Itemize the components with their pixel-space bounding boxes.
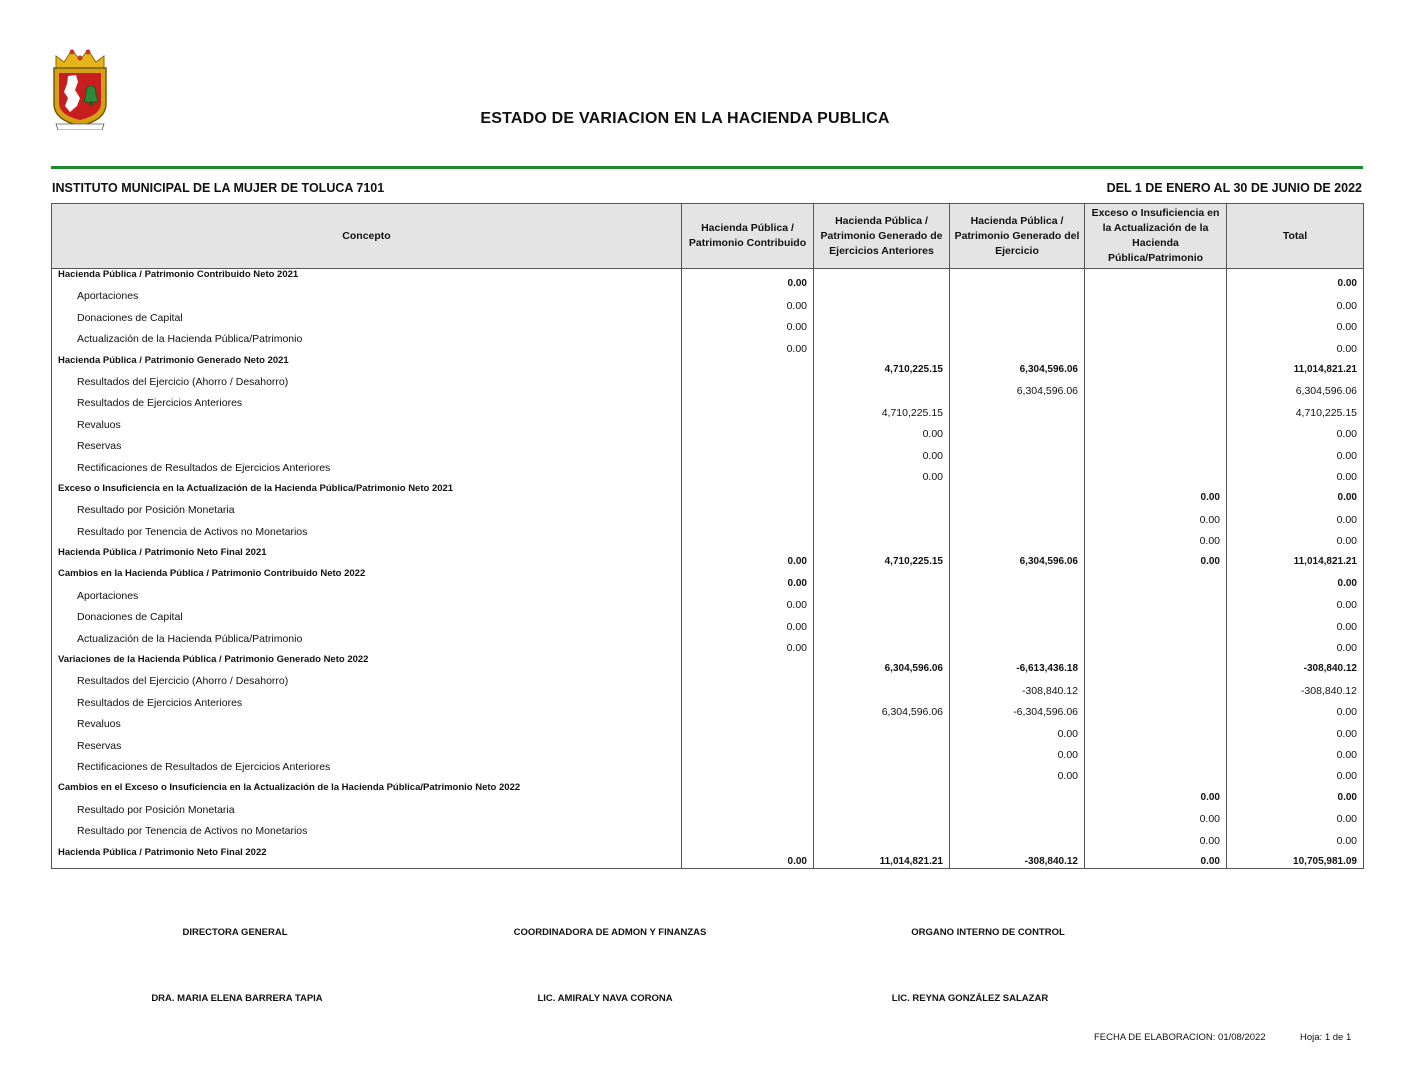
cell-ejercicios-anteriores bbox=[814, 718, 950, 739]
cell-ejercicios-anteriores bbox=[814, 675, 950, 696]
signature-name-1: DRA. MARIA ELENA BARRERA TAPIA bbox=[151, 993, 323, 1004]
cell-del-ejercicio bbox=[950, 782, 1085, 803]
cell-total: 0.00 bbox=[1227, 590, 1364, 611]
table-row bbox=[52, 290, 1364, 311]
row-concept: Resultado por Tenencia de Activos no Monetarios bbox=[52, 526, 682, 547]
cell-exceso-insuficiencia bbox=[1085, 718, 1227, 739]
cell-del-ejercicio bbox=[950, 440, 1085, 461]
page-count: Hoja: 1 de 1 bbox=[1300, 1032, 1352, 1043]
cell-exceso-insuficiencia bbox=[1085, 355, 1227, 376]
row-concept: Resultado por Posición Monetaria bbox=[52, 804, 682, 825]
row-concept: Actualización de la Hacienda Pública/Patrimonio bbox=[52, 333, 682, 354]
cell-del-ejercicio bbox=[950, 504, 1085, 525]
table-row bbox=[52, 462, 1364, 483]
table-row bbox=[52, 355, 1364, 376]
cell-exceso-insuficiencia bbox=[1085, 312, 1227, 333]
cell-del-ejercicio: -6,304,596.06 bbox=[950, 697, 1085, 718]
cell-total: 10,705,981.09 bbox=[1227, 847, 1364, 869]
row-concept: Exceso o Insuficiencia en la Actualización de la Hacienda Pública/Patrimonio Neto 2021 bbox=[52, 483, 682, 504]
table-row bbox=[52, 804, 1364, 825]
cell-total: 0.00 bbox=[1227, 269, 1364, 291]
row-concept: Actualización de la Hacienda Pública/Patrimonio bbox=[52, 633, 682, 654]
cell-exceso-insuficiencia bbox=[1085, 440, 1227, 461]
cell-contribuido bbox=[682, 675, 814, 696]
cell-ejercicios-anteriores: 6,304,596.06 bbox=[814, 697, 950, 718]
cell-contribuido bbox=[682, 526, 814, 547]
column-header-ejercicios-anteriores: Hacienda Pública / Patrimonio Generado de Ejercicios Anteriores bbox=[814, 204, 950, 269]
cell-contribuido bbox=[682, 825, 814, 846]
signature-role-3: ORGANO INTERNO DE CONTROL bbox=[911, 927, 1065, 938]
cell-total: 4,710,225.15 bbox=[1227, 397, 1364, 418]
cell-exceso-insuficiencia: 0.00 bbox=[1085, 847, 1227, 869]
cell-ejercicios-anteriores bbox=[814, 761, 950, 782]
cell-exceso-insuficiencia bbox=[1085, 462, 1227, 483]
cell-ejercicios-anteriores: 4,710,225.15 bbox=[814, 547, 950, 568]
row-concept: Resultados del Ejercicio (Ahorro / Desahorro) bbox=[52, 675, 682, 696]
cell-ejercicios-anteriores bbox=[814, 633, 950, 654]
cell-total: 0.00 bbox=[1227, 483, 1364, 504]
cell-contribuido bbox=[682, 804, 814, 825]
cell-del-ejercicio: 0.00 bbox=[950, 718, 1085, 739]
cell-ejercicios-anteriores: 0.00 bbox=[814, 440, 950, 461]
cell-contribuido bbox=[682, 504, 814, 525]
row-concept: Resultados del Ejercicio (Ahorro / Desahorro) bbox=[52, 376, 682, 397]
cell-total: 0.00 bbox=[1227, 718, 1364, 739]
cell-total: -308,840.12 bbox=[1227, 654, 1364, 675]
table-row bbox=[52, 825, 1364, 846]
cell-del-ejercicio bbox=[950, 804, 1085, 825]
table-row bbox=[52, 333, 1364, 354]
table-row bbox=[52, 718, 1364, 739]
table-row bbox=[52, 847, 1364, 869]
cell-exceso-insuficiencia bbox=[1085, 590, 1227, 611]
cell-exceso-insuficiencia bbox=[1085, 675, 1227, 696]
row-concept: Hacienda Pública / Patrimonio Contribuido Neto 2021 bbox=[52, 269, 682, 291]
cell-total: 0.00 bbox=[1227, 761, 1364, 782]
cell-exceso-insuficiencia bbox=[1085, 333, 1227, 354]
cell-del-ejercicio bbox=[950, 462, 1085, 483]
cell-exceso-insuficiencia bbox=[1085, 269, 1227, 291]
cell-total: 0.00 bbox=[1227, 526, 1364, 547]
report-title: ESTADO DE VARIACION EN LA HACIENDA PUBLICA bbox=[480, 110, 890, 127]
table-row bbox=[52, 547, 1364, 568]
cell-del-ejercicio bbox=[950, 633, 1085, 654]
cell-del-ejercicio bbox=[950, 312, 1085, 333]
cell-total: 11,014,821.21 bbox=[1227, 547, 1364, 568]
elaboration-date: FECHA DE ELABORACION: 01/08/2022 bbox=[1094, 1032, 1266, 1043]
cell-exceso-insuficiencia: 0.00 bbox=[1085, 483, 1227, 504]
cell-exceso-insuficiencia: 0.00 bbox=[1085, 504, 1227, 525]
cell-exceso-insuficiencia bbox=[1085, 761, 1227, 782]
cell-ejercicios-anteriores bbox=[814, 804, 950, 825]
cell-contribuido bbox=[682, 440, 814, 461]
cell-exceso-insuficiencia bbox=[1085, 654, 1227, 675]
row-concept: Hacienda Pública / Patrimonio Neto Final 2022 bbox=[52, 847, 682, 869]
cell-ejercicios-anteriores bbox=[814, 312, 950, 333]
cell-ejercicios-anteriores bbox=[814, 568, 950, 589]
cell-exceso-insuficiencia bbox=[1085, 611, 1227, 632]
cell-contribuido: 0.00 bbox=[682, 611, 814, 632]
cell-ejercicios-anteriores: 4,710,225.15 bbox=[814, 397, 950, 418]
row-concept: Donaciones de Capital bbox=[52, 611, 682, 632]
cell-exceso-insuficiencia bbox=[1085, 419, 1227, 440]
signature-name-3: LIC. REYNA GONZÁLEZ SALAZAR bbox=[891, 993, 1049, 1004]
cell-ejercicios-anteriores bbox=[814, 740, 950, 761]
cell-total: 0.00 bbox=[1227, 440, 1364, 461]
cell-contribuido bbox=[682, 419, 814, 440]
cell-ejercicios-anteriores bbox=[814, 611, 950, 632]
cell-del-ejercicio: 0.00 bbox=[950, 740, 1085, 761]
row-concept: Hacienda Pública / Patrimonio Neto Final 2021 bbox=[52, 547, 682, 568]
cell-total: 0.00 bbox=[1227, 568, 1364, 589]
signature-name-2: LIC. AMIRALY NAVA CORONA bbox=[537, 993, 673, 1004]
cell-contribuido: 0.00 bbox=[682, 847, 814, 869]
cell-ejercicios-anteriores: 6,304,596.06 bbox=[814, 654, 950, 675]
row-concept: Cambios en el Exceso o Insuficiencia en la Actualización de la Hacienda Pública/Patrimonio Neto 2022 bbox=[52, 782, 682, 803]
table-row bbox=[52, 697, 1364, 718]
table-row bbox=[52, 675, 1364, 696]
cell-ejercicios-anteriores bbox=[814, 782, 950, 803]
cell-del-ejercicio bbox=[950, 611, 1085, 632]
cell-total: 0.00 bbox=[1227, 825, 1364, 846]
row-concept: Resultados de Ejercicios Anteriores bbox=[52, 697, 682, 718]
cell-contribuido bbox=[682, 761, 814, 782]
table-row bbox=[52, 633, 1364, 654]
table-row bbox=[52, 483, 1364, 504]
table-row bbox=[52, 740, 1364, 761]
row-concept: Donaciones de Capital bbox=[52, 312, 682, 333]
table-row bbox=[52, 526, 1364, 547]
cell-del-ejercicio bbox=[950, 526, 1085, 547]
table-row bbox=[52, 269, 1364, 291]
cell-del-ejercicio bbox=[950, 419, 1085, 440]
row-concept: Cambios en la Hacienda Pública / Patrimonio Contribuido Neto 2022 bbox=[52, 568, 682, 589]
table-row bbox=[52, 611, 1364, 632]
cell-exceso-insuficiencia: 0.00 bbox=[1085, 804, 1227, 825]
cell-exceso-insuficiencia: 0.00 bbox=[1085, 547, 1227, 568]
row-concept: Resultado por Posición Monetaria bbox=[52, 504, 682, 525]
cell-contribuido bbox=[682, 697, 814, 718]
row-concept: Rectificaciones de Resultados de Ejercicios Anteriores bbox=[52, 462, 682, 483]
cell-contribuido: 0.00 bbox=[682, 590, 814, 611]
cell-contribuido bbox=[682, 718, 814, 739]
cell-ejercicios-anteriores bbox=[814, 483, 950, 504]
row-concept: Aportaciones bbox=[52, 290, 682, 311]
cell-del-ejercicio: 0.00 bbox=[950, 761, 1085, 782]
cell-contribuido: 0.00 bbox=[682, 312, 814, 333]
cell-contribuido bbox=[682, 376, 814, 397]
table-row bbox=[52, 504, 1364, 525]
cell-exceso-insuficiencia bbox=[1085, 397, 1227, 418]
cell-contribuido bbox=[682, 483, 814, 504]
cell-contribuido: 0.00 bbox=[682, 269, 814, 291]
column-header-exceso-insuficiencia: Exceso o Insuficiencia en la Actualización de la Hacienda Pública/Patrimonio bbox=[1085, 204, 1227, 269]
table-row bbox=[52, 376, 1364, 397]
cell-ejercicios-anteriores bbox=[814, 333, 950, 354]
row-concept: Reservas bbox=[52, 440, 682, 461]
cell-ejercicios-anteriores bbox=[814, 590, 950, 611]
cell-contribuido: 0.00 bbox=[682, 633, 814, 654]
column-header-del-ejercicio: Hacienda Pública / Patrimonio Generado del Ejercicio bbox=[950, 204, 1085, 269]
table-row bbox=[52, 590, 1364, 611]
row-concept: Resultado por Tenencia de Activos no Monetarios bbox=[52, 825, 682, 846]
cell-del-ejercicio: -6,613,436.18 bbox=[950, 654, 1085, 675]
cell-del-ejercicio: 6,304,596.06 bbox=[950, 355, 1085, 376]
cell-total: 0.00 bbox=[1227, 419, 1364, 440]
table-row bbox=[52, 440, 1364, 461]
cell-del-ejercicio: 6,304,596.06 bbox=[950, 547, 1085, 568]
cell-ejercicios-anteriores bbox=[814, 825, 950, 846]
row-concept: Reservas bbox=[52, 740, 682, 761]
cell-del-ejercicio bbox=[950, 590, 1085, 611]
cell-exceso-insuficiencia: 0.00 bbox=[1085, 782, 1227, 803]
cell-del-ejercicio bbox=[950, 290, 1085, 311]
cell-exceso-insuficiencia bbox=[1085, 697, 1227, 718]
cell-ejercicios-anteriores: 0.00 bbox=[814, 462, 950, 483]
table-row bbox=[52, 312, 1364, 333]
cell-contribuido bbox=[682, 397, 814, 418]
row-concept: Rectificaciones de Resultados de Ejercicios Anteriores bbox=[52, 761, 682, 782]
cell-contribuido bbox=[682, 462, 814, 483]
row-concept: Resultados de Ejercicios Anteriores bbox=[52, 397, 682, 418]
cell-del-ejercicio bbox=[950, 397, 1085, 418]
cell-exceso-insuficiencia bbox=[1085, 290, 1227, 311]
cell-total: 0.00 bbox=[1227, 804, 1364, 825]
cell-total: 0.00 bbox=[1227, 740, 1364, 761]
row-concept: Revaluos bbox=[52, 419, 682, 440]
cell-contribuido bbox=[682, 355, 814, 376]
cell-contribuido: 0.00 bbox=[682, 547, 814, 568]
table-row bbox=[52, 782, 1364, 803]
row-concept: Variaciones de la Hacienda Pública / Patrimonio Generado Neto 2022 bbox=[52, 654, 682, 675]
cell-contribuido bbox=[682, 654, 814, 675]
row-concept: Revaluos bbox=[52, 718, 682, 739]
cell-del-ejercicio: 6,304,596.06 bbox=[950, 376, 1085, 397]
cell-exceso-insuficiencia: 0.00 bbox=[1085, 825, 1227, 846]
column-header-concepto: Concepto bbox=[52, 204, 682, 269]
table-row bbox=[52, 654, 1364, 675]
cell-total: 0.00 bbox=[1227, 290, 1364, 311]
cell-ejercicios-anteriores bbox=[814, 376, 950, 397]
cell-total: 0.00 bbox=[1227, 782, 1364, 803]
row-concept: Aportaciones bbox=[52, 590, 682, 611]
cell-total: 0.00 bbox=[1227, 633, 1364, 654]
cell-ejercicios-anteriores: 11,014,821.21 bbox=[814, 847, 950, 869]
table-row bbox=[52, 419, 1364, 440]
variation-table bbox=[51, 203, 1364, 869]
cell-exceso-insuficiencia bbox=[1085, 568, 1227, 589]
cell-exceso-insuficiencia bbox=[1085, 740, 1227, 761]
cell-ejercicios-anteriores bbox=[814, 504, 950, 525]
column-header-contribuido: Hacienda Pública / Patrimonio Contribuido bbox=[682, 204, 814, 269]
cell-total: 0.00 bbox=[1227, 611, 1364, 632]
cell-ejercicios-anteriores bbox=[814, 290, 950, 311]
cell-total: 0.00 bbox=[1227, 312, 1364, 333]
cell-ejercicios-anteriores: 4,710,225.15 bbox=[814, 355, 950, 376]
cell-ejercicios-anteriores bbox=[814, 269, 950, 291]
table-row bbox=[52, 761, 1364, 782]
table-body bbox=[52, 269, 1364, 869]
cell-exceso-insuficiencia bbox=[1085, 633, 1227, 654]
cell-contribuido bbox=[682, 782, 814, 803]
cell-del-ejercicio bbox=[950, 333, 1085, 354]
table-row bbox=[52, 397, 1364, 418]
cell-ejercicios-anteriores: 0.00 bbox=[814, 419, 950, 440]
green-divider bbox=[51, 166, 1363, 169]
cell-total: 0.00 bbox=[1227, 462, 1364, 483]
cell-del-ejercicio bbox=[950, 483, 1085, 504]
cell-exceso-insuficiencia: 0.00 bbox=[1085, 526, 1227, 547]
cell-del-ejercicio bbox=[950, 825, 1085, 846]
cell-total: 0.00 bbox=[1227, 504, 1364, 525]
cell-contribuido bbox=[682, 740, 814, 761]
cell-del-ejercicio bbox=[950, 269, 1085, 291]
cell-del-ejercicio bbox=[950, 568, 1085, 589]
signature-role-1: DIRECTORA GENERAL bbox=[182, 927, 288, 938]
cell-del-ejercicio: -308,840.12 bbox=[950, 675, 1085, 696]
signature-role-2: COORDINADORA DE ADMON Y FINANZAS bbox=[513, 927, 707, 938]
cell-total: 6,304,596.06 bbox=[1227, 376, 1364, 397]
cell-total: 0.00 bbox=[1227, 697, 1364, 718]
cell-ejercicios-anteriores bbox=[814, 526, 950, 547]
column-header-total: Total bbox=[1227, 204, 1364, 269]
report-period: DEL 1 DE ENERO AL 30 DE JUNIO DE 2022 bbox=[1106, 181, 1362, 195]
cell-exceso-insuficiencia bbox=[1085, 376, 1227, 397]
cell-contribuido: 0.00 bbox=[682, 568, 814, 589]
table-header-row bbox=[52, 204, 1364, 269]
cell-total: 11,014,821.21 bbox=[1227, 355, 1364, 376]
cell-total: 0.00 bbox=[1227, 333, 1364, 354]
entity-name: INSTITUTO MUNICIPAL DE LA MUJER DE TOLUCA 7101 bbox=[52, 181, 385, 195]
cell-total: -308,840.12 bbox=[1227, 675, 1364, 696]
cell-del-ejercicio: -308,840.12 bbox=[950, 847, 1085, 869]
table-row bbox=[52, 568, 1364, 589]
cell-contribuido: 0.00 bbox=[682, 290, 814, 311]
row-concept: Hacienda Pública / Patrimonio Generado Neto 2021 bbox=[52, 355, 682, 376]
cell-contribuido: 0.00 bbox=[682, 333, 814, 354]
